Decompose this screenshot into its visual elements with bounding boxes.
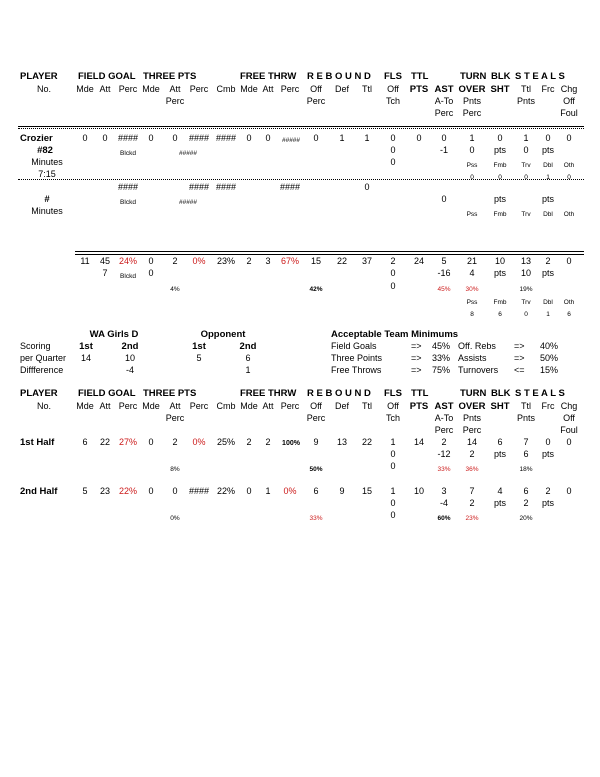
minutes-value: 7:15 <box>38 169 56 179</box>
sub-label: Dbl <box>543 211 553 218</box>
stat-cell: 0 <box>102 133 108 143</box>
stat-cell: 0 <box>172 133 178 143</box>
half-title: 1st Half <box>20 437 55 448</box>
half-label: 2nd <box>121 341 139 352</box>
header-turn: TURN <box>460 71 487 82</box>
header-three-pts: THREE PTS <box>143 388 197 399</box>
half-title: 2nd Half <box>20 486 58 497</box>
header-3p-att-perc: Perc <box>165 96 185 106</box>
stat-cell: 45 <box>99 256 111 266</box>
half-label: 2nd <box>239 341 257 352</box>
divider <box>75 251 584 252</box>
sub-value: 1 <box>546 174 550 181</box>
stat-cell: 0 <box>497 133 503 143</box>
sub-label: Pss <box>466 299 478 306</box>
sub-value: 6 <box>498 311 502 318</box>
header-fg-made: Mde <box>76 84 94 94</box>
sub-value: 8 <box>470 311 474 318</box>
header-fls-off: Off <box>387 84 399 94</box>
arrow-symbol: => <box>514 341 525 351</box>
header-ast: AST <box>434 84 454 95</box>
header-chg-off: Off <box>563 413 575 423</box>
stat-cell: 37 <box>361 256 373 266</box>
stat-cell: 0 <box>469 145 475 155</box>
header-reb-def: Def <box>334 84 350 94</box>
blocked-label: Blckd <box>120 199 136 206</box>
stat-cell: pts <box>541 498 555 508</box>
stat-cell: 4 <box>497 486 503 496</box>
header-fls-tch: Tch <box>385 413 401 423</box>
stat-cell: 14 <box>413 437 425 447</box>
stat-cell: 10 <box>494 256 506 266</box>
header-ft-made: Mde <box>240 401 258 411</box>
stat-cell: 2 <box>545 486 551 496</box>
stat-cell: 21 <box>466 256 478 266</box>
header-player: PLAYER <box>20 388 58 399</box>
stat-cell: 1 <box>364 133 370 143</box>
header-stl-pnts: Pnts <box>516 96 536 106</box>
minimum-value: 40% <box>540 341 559 351</box>
player-number: # <box>44 194 50 205</box>
stat-cell: 7 <box>469 486 475 496</box>
stat-cell: ##### <box>281 137 301 144</box>
sub-label: Dbl <box>543 162 553 169</box>
header-steals: S T E A L S <box>515 388 565 399</box>
stat-cell: 4% <box>170 286 180 293</box>
header-chg-off: Off <box>563 96 575 106</box>
header-fg-perc: Perc <box>118 401 138 411</box>
header-no: No. <box>36 84 52 94</box>
minimum-value: 75% <box>432 365 451 375</box>
stat-cell: 2 <box>469 449 475 459</box>
stat-cell: 22% <box>216 486 236 496</box>
header-cmb: Cmb <box>216 401 236 411</box>
half-label: 1st <box>79 341 93 352</box>
stat-cell: 0 <box>566 437 572 447</box>
header-reb-off-perc: Perc <box>306 96 326 106</box>
stat-cell: #### <box>215 182 237 192</box>
stat-cell: 6 <box>497 437 503 447</box>
stat-cell: 42% <box>309 286 323 293</box>
stat-cell: 10 <box>520 268 532 278</box>
stat-cell: #### <box>117 133 139 143</box>
stat-cell: 2 <box>172 256 178 266</box>
stat-cell: 0 <box>390 498 396 508</box>
stat-cell: ##### <box>178 199 198 206</box>
header-ft-att: Att <box>262 401 274 411</box>
header-over-pnts: Pnts <box>462 413 482 423</box>
minimum-label: Field Goals <box>331 341 377 351</box>
sub-value: 0 <box>470 174 474 181</box>
sub-label: Pss <box>466 211 478 218</box>
stat-cell: 2 <box>469 498 475 508</box>
header-reb-off: Off <box>310 401 322 411</box>
stat-cell: 0 <box>313 133 319 143</box>
stat-cell: 9 <box>339 486 345 496</box>
header-fg-att: Att <box>99 401 111 411</box>
header-3p-perc: Perc <box>189 401 209 411</box>
header-ft-made: Mde <box>240 84 258 94</box>
sub-value: 6 <box>567 311 571 318</box>
team-title: WA Girls D <box>89 329 139 340</box>
divider <box>75 254 584 255</box>
half-label: 1st <box>192 341 206 352</box>
stat-cell: 5 <box>441 256 447 266</box>
header-sht: SHT <box>490 401 510 412</box>
stat-cell: 0 <box>566 256 572 266</box>
stat-cell: -16 <box>437 268 451 278</box>
stat-cell: 13 <box>336 437 348 447</box>
header-3p-att: Att <box>169 401 181 411</box>
stat-cell: 45% <box>437 286 451 293</box>
minimum-label: Free Throws <box>331 365 382 375</box>
stat-cell: 14 <box>466 437 478 447</box>
header-player: PLAYER <box>20 71 58 82</box>
header-over: OVER <box>458 401 486 412</box>
stat-cell: 5 <box>82 486 88 496</box>
stat-cell: 22 <box>336 256 348 266</box>
minimum-value: 45% <box>432 341 451 351</box>
header-ast: AST <box>434 401 454 412</box>
sub-value: 0 <box>524 174 528 181</box>
stat-cell: 0% <box>170 515 180 522</box>
minimum-label: Three Points <box>331 353 383 363</box>
arrow-symbol: => <box>411 353 422 363</box>
header-rebound: R E B O U N D <box>307 388 371 399</box>
stat-cell: 4 <box>469 268 475 278</box>
stat-cell: 0 <box>148 256 154 266</box>
stat-cell: 60% <box>437 515 451 522</box>
stat-cell: 0 <box>390 268 396 278</box>
stat-cell: 0 <box>390 157 396 167</box>
minutes-label: Minutes <box>31 206 63 216</box>
header-block: BLK <box>491 388 511 399</box>
stat-cell: 2 <box>545 256 551 266</box>
stat-cell: 67% <box>280 256 300 266</box>
header-steals: S T E A L S <box>515 71 565 82</box>
header-over: OVER <box>458 84 486 95</box>
sub-label: Trv <box>521 299 531 306</box>
header-fls-off: Off <box>387 401 399 411</box>
stat-cell: 24 <box>413 256 425 266</box>
stat-cell: 30% <box>465 286 479 293</box>
stat-cell: 3 <box>265 256 271 266</box>
difference-value: -4 <box>125 365 135 375</box>
minimum-value: 50% <box>540 353 559 363</box>
header-stl-chg: Chg <box>560 401 578 411</box>
header-block: BLK <box>491 71 511 82</box>
quarter-score: 10 <box>124 353 136 363</box>
stat-cell: #### <box>279 182 301 192</box>
sub-value: 0 <box>498 174 502 181</box>
header-ft-perc: Perc <box>280 401 300 411</box>
stat-cell: 0 <box>545 437 551 447</box>
sub-label: Oth <box>563 162 575 169</box>
header-cmb: Cmb <box>216 84 236 94</box>
stat-cell: 0 <box>265 133 271 143</box>
header-over-perc: Perc <box>462 425 482 435</box>
stat-cell: #### <box>117 182 139 192</box>
stat-cell: 0 <box>416 133 422 143</box>
stat-cell: 1 <box>523 133 529 143</box>
stat-cell: pts <box>493 498 507 508</box>
stat-cell: 2 <box>246 256 252 266</box>
stat-cell: pts <box>541 449 555 459</box>
stat-cell: 19% <box>519 286 533 293</box>
minimum-label: Off. Rebs <box>458 341 496 351</box>
stat-cell: 0% <box>283 486 297 496</box>
stat-cell: 0 <box>390 449 396 459</box>
header-reb-off: Off <box>310 84 322 94</box>
stat-cell: pts <box>541 145 555 155</box>
quarter-score: 5 <box>196 353 202 363</box>
stat-cell: 1 <box>339 133 345 143</box>
header-stl-frc: Frc <box>541 401 555 411</box>
stat-cell: 7 <box>523 437 529 447</box>
header-fls-tch: Tch <box>385 96 401 106</box>
quarter-score: 14 <box>80 353 92 363</box>
stat-cell: #### <box>188 486 210 496</box>
stat-cell: 1 <box>390 486 396 496</box>
stat-cell: -12 <box>437 449 451 459</box>
stat-cell: 0% <box>192 256 206 266</box>
stat-cell: 3 <box>441 486 447 496</box>
stat-cell: 0 <box>390 461 396 471</box>
stat-cell: pts <box>493 449 507 459</box>
divider <box>18 128 584 129</box>
stat-cell: 24% <box>118 256 138 266</box>
stat-cell: 22 <box>361 437 373 447</box>
stat-cell: 22 <box>99 437 111 447</box>
stat-cell: 2 <box>265 437 271 447</box>
stat-cell: 0 <box>390 133 396 143</box>
header-chg-foul: Foul <box>560 425 578 435</box>
header-fg-made: Mde <box>76 401 94 411</box>
header-over-pnts: Pnts <box>462 96 482 106</box>
header-field-goal: FIELD GOAL <box>78 71 136 82</box>
sub-label: Fmb <box>493 162 507 169</box>
minimum-label: Assists <box>458 353 487 363</box>
stat-cell: pts <box>541 268 555 278</box>
stat-cell: 10 <box>413 486 425 496</box>
header-stl-ttl: Ttl <box>521 401 531 411</box>
header-total: TTL <box>411 71 429 82</box>
header-3p-perc: Perc <box>189 84 209 94</box>
stat-cell: 36% <box>465 466 479 473</box>
header-3p-made: Mde <box>142 84 160 94</box>
stat-cell: ##### <box>178 150 198 157</box>
header-stl-frc: Frc <box>541 84 555 94</box>
stat-cell: 8% <box>170 466 180 473</box>
stat-cell: #### <box>215 133 237 143</box>
sub-label: Oth <box>563 299 575 306</box>
header-three-pts: THREE PTS <box>143 71 197 82</box>
stat-cell: #### <box>188 182 210 192</box>
stat-cell: 33% <box>309 515 323 522</box>
header-stl-chg: Chg <box>560 84 578 94</box>
header-ft-att: Att <box>262 84 274 94</box>
stat-cell: 0% <box>192 437 206 447</box>
minimum-label: Turnovers <box>458 365 499 375</box>
stat-cell: 0 <box>148 268 154 278</box>
stat-cell: 0 <box>148 133 154 143</box>
stat-cell: 11 <box>80 256 90 266</box>
sub-value: 1 <box>546 311 550 318</box>
stat-cell: 0 <box>148 486 154 496</box>
header-reb-ttl: Ttl <box>362 84 372 94</box>
stat-cell: 13 <box>520 256 532 266</box>
header-ast-perc: Perc <box>434 425 454 435</box>
stat-cell: pts <box>541 194 555 204</box>
sub-label: Fmb <box>493 211 507 218</box>
sub-label: Pss <box>466 162 478 169</box>
stat-cell: 1 <box>265 486 271 496</box>
arrow-symbol: => <box>411 341 422 351</box>
header-stl-ttl: Ttl <box>521 84 531 94</box>
stat-cell: 6 <box>313 486 319 496</box>
stat-cell: -1 <box>439 145 449 155</box>
header-fouls: FLS <box>384 71 402 82</box>
stat-cell: pts <box>493 194 507 204</box>
stat-cell: 27% <box>118 437 138 447</box>
stat-cell: 2 <box>390 256 396 266</box>
header-free-throw: FREE THRW <box>240 388 297 399</box>
stat-cell: 0 <box>441 133 447 143</box>
stat-cell: 0 <box>172 486 178 496</box>
sub-label: Dbl <box>543 299 553 306</box>
stat-cell: 6 <box>523 449 529 459</box>
stat-cell: 0 <box>246 486 252 496</box>
blocked-label: Blckd <box>120 150 136 157</box>
stat-cell: 0 <box>566 486 572 496</box>
header-reb-ttl: Ttl <box>362 401 372 411</box>
stat-cell: 9 <box>313 437 319 447</box>
stat-cell: 2 <box>246 437 252 447</box>
stat-cell: -4 <box>439 498 449 508</box>
header-total: TTL <box>411 388 429 399</box>
sub-label: Fmb <box>493 299 507 306</box>
stat-cell: 23% <box>465 515 479 522</box>
header-3p-att-perc: Perc <box>165 413 185 423</box>
header-ast-perc: Perc <box>434 108 454 118</box>
header-rebound: R E B O U N D <box>307 71 371 82</box>
arrow-symbol: => <box>411 365 422 375</box>
player-number: #82 <box>37 145 53 156</box>
header-reb-off-perc: Perc <box>306 413 326 423</box>
header-ft-perc: Perc <box>280 84 300 94</box>
stat-cell: 6 <box>523 486 529 496</box>
sub-label: Trv <box>521 211 531 218</box>
sub-label: Trv <box>521 162 531 169</box>
stat-cell: 0 <box>390 281 396 291</box>
header-ast-to: A-To <box>434 96 454 106</box>
header-pts: PTS <box>409 401 429 412</box>
stat-cell: 7 <box>102 268 108 278</box>
sub-value: 0 <box>524 311 528 318</box>
minimum-value: 15% <box>540 365 559 375</box>
stat-cell: 23% <box>216 256 236 266</box>
stat-cell: 0 <box>148 437 154 447</box>
header-stl-pnts: Pnts <box>516 413 536 423</box>
stat-cell: 0 <box>82 133 88 143</box>
stat-cell: 2 <box>441 437 447 447</box>
header-sht: SHT <box>490 84 510 95</box>
stat-cell: 25% <box>216 437 236 447</box>
header-fg-perc: Perc <box>118 84 138 94</box>
stat-cell: pts <box>493 268 507 278</box>
stat-cell: 0 <box>390 145 396 155</box>
stat-cell: 2 <box>172 437 178 447</box>
divider <box>18 179 584 180</box>
stat-cell: 0 <box>246 133 252 143</box>
header-3p-att: Att <box>169 84 181 94</box>
stat-cell: 23 <box>99 486 111 496</box>
stat-cell: 18% <box>519 466 533 473</box>
stat-cell: 33% <box>437 466 451 473</box>
divider <box>18 126 584 127</box>
row-label: per Quarter <box>20 353 67 363</box>
header-fg-att: Att <box>99 84 111 94</box>
minutes-label: Minutes <box>31 157 63 167</box>
header-fouls: FLS <box>384 388 402 399</box>
stat-cell: 2 <box>523 498 529 508</box>
stat-cell: #### <box>188 133 210 143</box>
row-label: Scoring <box>20 341 51 351</box>
stat-cell: 0 <box>364 182 370 192</box>
sub-value: 0 <box>567 174 571 181</box>
stat-cell: pts <box>493 145 507 155</box>
stat-cell: 1 <box>469 133 475 143</box>
stat-cell: 100% <box>282 440 300 447</box>
lte-symbol: <= <box>514 365 525 375</box>
sub-label: Oth <box>563 211 575 218</box>
header-pts: PTS <box>409 84 429 95</box>
header-no: No. <box>36 401 52 411</box>
header-chg-foul: Foul <box>560 108 578 118</box>
difference-value: 1 <box>245 365 251 375</box>
row-label: Diffference <box>20 365 64 375</box>
header-turn: TURN <box>460 388 487 399</box>
header-ast-to: A-To <box>434 413 454 423</box>
stat-cell: 0 <box>566 133 572 143</box>
minimum-value: 33% <box>432 353 451 363</box>
minimums-title: Acceptable Team Minimums <box>331 329 459 340</box>
stat-cell: 0 <box>390 510 396 520</box>
stat-cell: 22% <box>118 486 138 496</box>
header-3p-made: Mde <box>142 401 160 411</box>
opponent-title: Opponent <box>200 329 246 340</box>
player-name: Crozier <box>20 133 53 144</box>
header-field-goal: FIELD GOAL <box>78 388 136 399</box>
blocked-label: Blckd <box>120 273 136 280</box>
header-reb-def: Def <box>334 401 350 411</box>
header-free-throw: FREE THRW <box>240 71 297 82</box>
stat-cell: 20% <box>519 515 533 522</box>
arrow-symbol: => <box>514 353 525 363</box>
stat-cell: 15 <box>361 486 373 496</box>
stat-cell: 1 <box>390 437 396 447</box>
stat-cell: 0 <box>441 194 447 204</box>
stat-cell: 0 <box>523 145 529 155</box>
header-over-perc: Perc <box>462 108 482 118</box>
stat-cell: 6 <box>82 437 88 447</box>
stat-cell: 50% <box>309 466 323 473</box>
stat-cell: 15 <box>310 256 322 266</box>
quarter-score: 6 <box>245 353 251 363</box>
stat-cell: 0 <box>545 133 551 143</box>
